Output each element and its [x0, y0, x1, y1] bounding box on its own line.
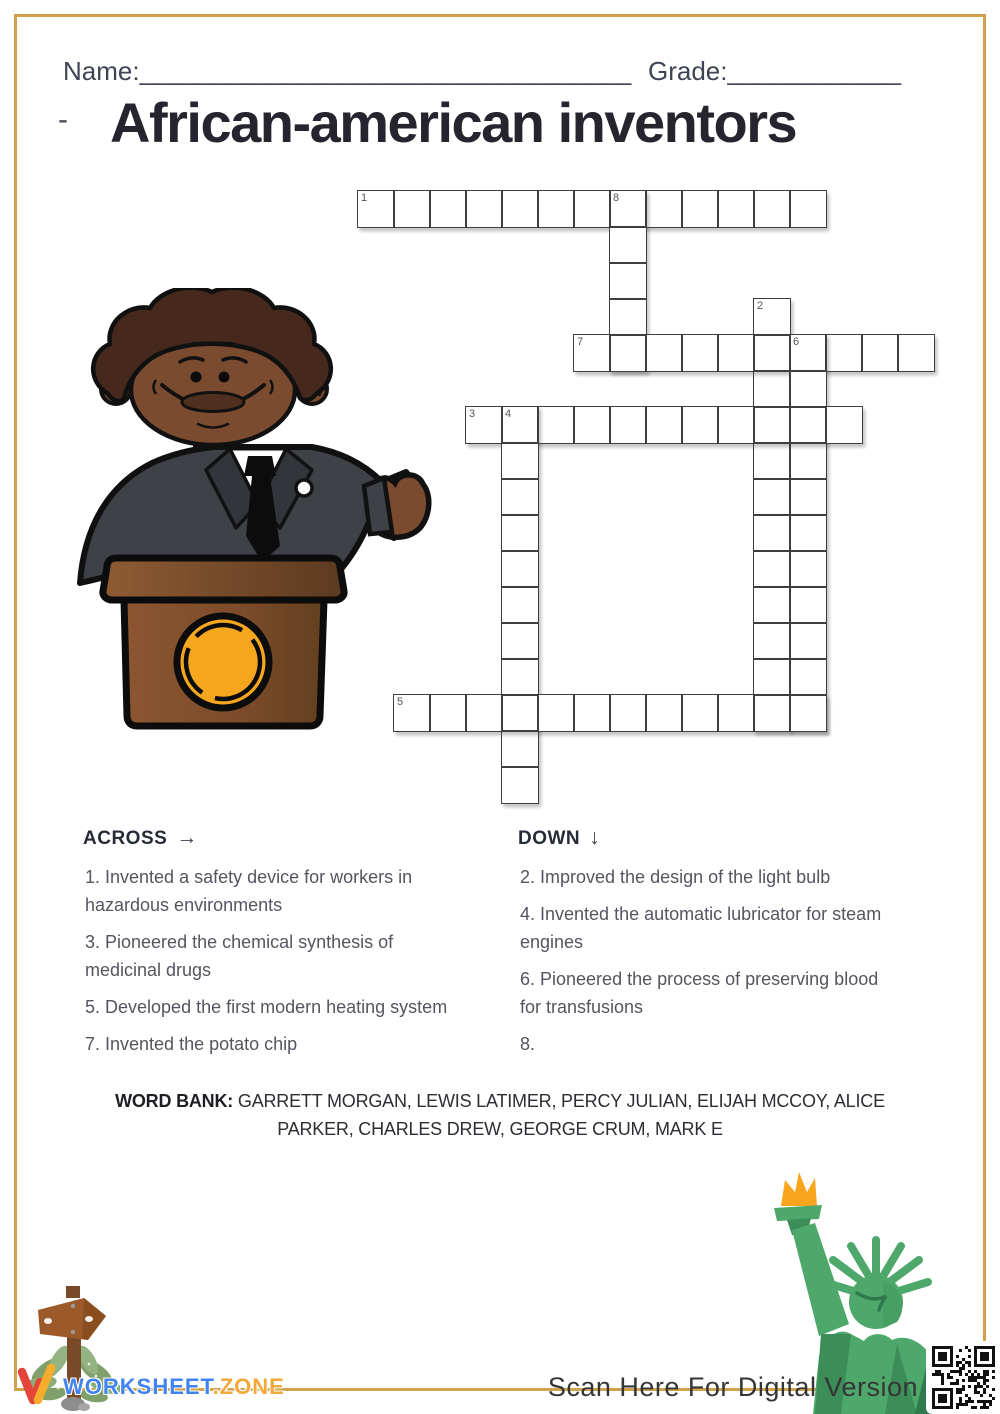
- crossword-cell: [753, 658, 791, 696]
- sign-top-tab: [66, 1286, 80, 1298]
- logo-text-zone: ZONE: [219, 1374, 285, 1399]
- crossword-cell: [753, 550, 791, 588]
- crossword-cell: [501, 622, 539, 660]
- crossword-cell: [753, 478, 791, 516]
- crossword-cell: [609, 262, 647, 300]
- crossword-cell: [645, 334, 683, 372]
- torch-flame: [781, 1172, 817, 1206]
- crossword-cell: [573, 334, 611, 372]
- crossword-cell: [717, 190, 755, 228]
- crossword-cell: [609, 406, 647, 444]
- cell-number: 5: [397, 696, 404, 708]
- name-blank-line: __________________________________: [139, 56, 632, 86]
- crossword-cell: [393, 190, 431, 228]
- crossword-cell: [501, 514, 539, 552]
- crossword-cell: [537, 190, 575, 228]
- cell-number: 1: [361, 192, 368, 204]
- crossword-cell: [609, 694, 647, 732]
- crossword-cell: [753, 370, 791, 408]
- crossword-cell: [753, 334, 791, 372]
- crossword-cell: [753, 694, 791, 732]
- down-clues-list: [518, 863, 950, 1058]
- cell-number: 4: [505, 408, 512, 420]
- name-label: Name:: [63, 56, 140, 86]
- crossword-cell: [609, 226, 647, 264]
- crossword-cell: [789, 514, 827, 552]
- crossword-cell: [465, 190, 503, 228]
- clue-across-3: 7. Invented the potato chip: [85, 1034, 298, 1054]
- clue-across-1: 3. Pioneered the chemical synthesis of medicinal drugs: [85, 932, 394, 980]
- clue-down-3: 8.: [520, 1034, 536, 1054]
- crossword-cell: [789, 622, 827, 660]
- title-bullet-dash: -: [58, 103, 68, 136]
- statue-arm: [792, 1223, 849, 1336]
- crossword-cell: [897, 334, 935, 372]
- word-bank-line-2: PARKER, CHARLES DREW, GEORGE CRUM, MARK E: [277, 1119, 723, 1139]
- down-heading: [518, 826, 950, 850]
- clue-across-0: 1. Invented a safety device for workers in hazardous environments: [85, 867, 413, 915]
- qr-code: [926, 1341, 1000, 1414]
- torch-tray: [774, 1205, 822, 1221]
- down-arrow-icon: ↓: [589, 826, 600, 849]
- crossword-cell: [573, 406, 611, 444]
- page-title: African-american inventors: [110, 91, 797, 154]
- crossword-cell: [789, 694, 827, 732]
- crossword-cell: [753, 622, 791, 660]
- crossword-cell: [753, 298, 791, 336]
- clue-down-0: 2. Improved the design of the light bulb: [520, 867, 831, 887]
- crossword-cell: [681, 190, 719, 228]
- cell-number: 6: [793, 336, 800, 348]
- crossword-cell: [789, 442, 827, 480]
- crossword-cell: [717, 694, 755, 732]
- crossword-cell: [789, 658, 827, 696]
- clue-down-1: 4. Invented the automatic lubricator for steam engines: [520, 904, 882, 952]
- crossword-cell: [645, 190, 683, 228]
- crossword-cell: [501, 442, 539, 480]
- clue-down-2: 6. Pioneered the process of preserving blood for transfusions: [520, 969, 879, 1017]
- crossword-cell: [753, 586, 791, 624]
- across-clues-list: [83, 863, 498, 1058]
- crossword-cell: [825, 406, 863, 444]
- crossword-cell: [717, 406, 755, 444]
- crossword-cell: [501, 766, 539, 804]
- logo-text-dot: .: [212, 1374, 220, 1399]
- across-heading-label: ACROSS: [83, 828, 168, 849]
- crossword-cell: [645, 694, 683, 732]
- word-bank-line-1: WORD BANK: GARRETT MORGAN, LEWIS LATIMER, PERCY JULIAN, ELIJAH MCCOY, ALICE: [115, 1091, 885, 1111]
- logo-text-worksheet: WORKSHEET: [63, 1374, 213, 1399]
- crossword-cell: [861, 334, 899, 372]
- crossword-cell: [501, 190, 539, 228]
- crossword-cell: [789, 190, 827, 228]
- crossword-cell: [465, 406, 503, 444]
- crossword-cell: [537, 694, 575, 732]
- crossword-cell: [573, 190, 611, 228]
- podium-emblem: [177, 616, 269, 708]
- cell-number: 2: [757, 300, 764, 312]
- crossword-cell: [501, 406, 539, 444]
- qr-pattern: [932, 1346, 995, 1409]
- crossword-cell: [789, 586, 827, 624]
- crossword-cell: [501, 550, 539, 588]
- crossword-cell: [681, 406, 719, 444]
- crossword-cell: [789, 406, 827, 444]
- crossword-cell: [753, 190, 791, 228]
- crossword-cell: [501, 658, 539, 696]
- scan-here-text: Scan Here For Digital Version: [547, 1372, 918, 1402]
- across-heading: [83, 826, 498, 850]
- crossword-cell: [609, 298, 647, 336]
- crossword-cell: [681, 694, 719, 732]
- grade-label: Grade:: [648, 56, 728, 86]
- crossword-cell: [753, 406, 791, 444]
- cell-number: 7: [577, 336, 584, 348]
- crossword-cell: [789, 370, 827, 408]
- crossword-cell: [789, 334, 827, 372]
- lapel-pin: [296, 480, 312, 496]
- crossword-cell: [501, 730, 539, 768]
- word-bank-label: WORD BANK:: [115, 1091, 234, 1111]
- cell-number: 3: [469, 408, 476, 420]
- crossword-cell: [357, 190, 395, 228]
- crossword-cell: [501, 694, 539, 732]
- crossword-cell: [717, 334, 755, 372]
- clue-across-2: 5. Developed the first modern heating system: [85, 997, 448, 1017]
- crossword-cell: [501, 478, 539, 516]
- crossword-cell: [753, 442, 791, 480]
- crossword-cell: [789, 478, 827, 516]
- crossword-cell: [465, 694, 503, 732]
- down-clues-section: [518, 826, 950, 1067]
- crossword-cell: [645, 406, 683, 444]
- down-heading-label: DOWN: [518, 828, 581, 849]
- speaker-head: [93, 288, 331, 445]
- crossword-cell: [789, 550, 827, 588]
- crossword-cell: [609, 190, 647, 228]
- crossword-cell: [825, 334, 863, 372]
- crossword-cell: [681, 334, 719, 372]
- across-clues-section: [83, 826, 498, 1067]
- crossword-cell: [537, 406, 575, 444]
- crossword-cell: [501, 586, 539, 624]
- cell-number: 8: [613, 192, 620, 204]
- crossword-cell: [753, 514, 791, 552]
- man-at-podium-illustration: [72, 288, 442, 733]
- crossword-cell: [609, 334, 647, 372]
- grade-blank-line: ____________: [727, 56, 902, 86]
- right-arrow-icon: →: [176, 826, 198, 849]
- worksheetzone-w-logo: [16, 1362, 62, 1408]
- logo-text: [63, 1374, 285, 1400]
- podium: [103, 558, 344, 726]
- crossword-cell: [573, 694, 611, 732]
- crossword-cell: [429, 190, 467, 228]
- word-bank: [60, 1087, 940, 1143]
